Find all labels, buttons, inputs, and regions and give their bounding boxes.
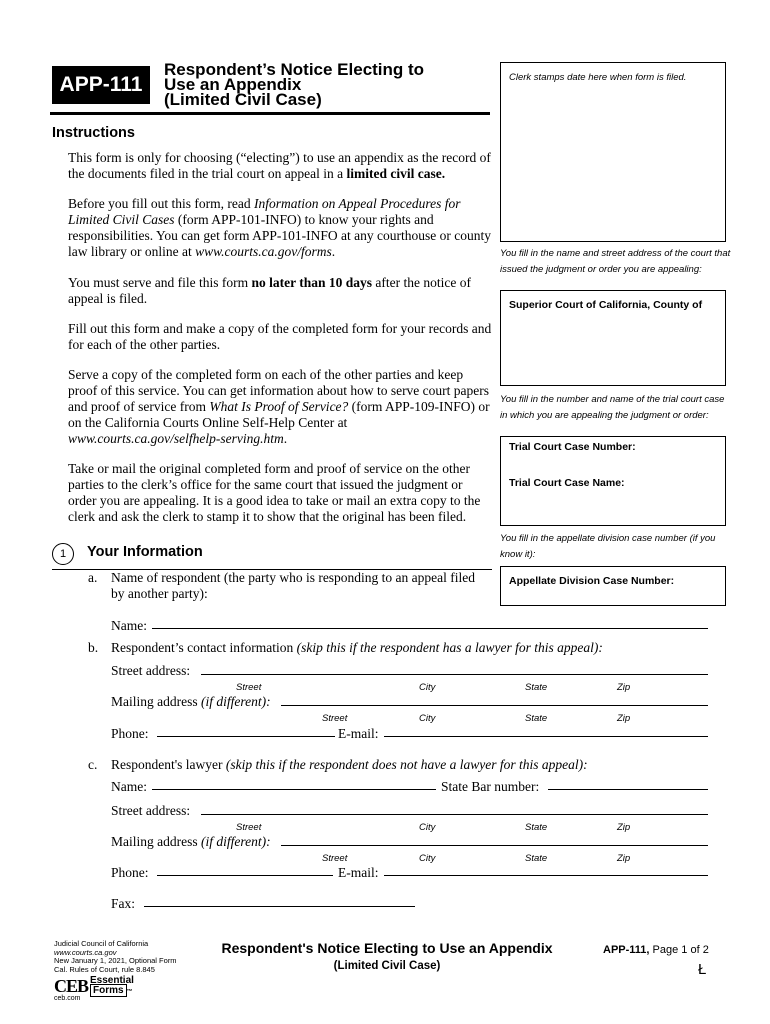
respondent-email-label: E-mail: [338,726,379,741]
lawyer-mailing-label: Mailing address (if different): [111,834,271,849]
respondent-email-input[interactable] [384,736,708,737]
street-sublabel: Street [322,713,348,724]
city-sublabel: City [419,682,436,693]
respondent-mailing-input[interactable] [281,705,708,706]
city-sublabel: City [419,853,436,864]
respondent-street-label: Street address: [111,663,191,678]
street-sublabel: Street [236,822,262,833]
instructions-paragraph-3: You must serve and file this form no later than 10 days after the notice of appeal is filed. [68,275,471,306]
lawyer-email-input[interactable] [384,875,708,876]
trial-court-hint: You fill in the number and name of the trial court case in which you are appealing the judgment or order: [500,394,725,421]
footer-date: New January 1, 2021, Optional Form [54,956,177,965]
footer-subtitle: (Limited Civil Case) [333,960,441,972]
trial-case-name-label: Trial Court Case Name: [509,477,625,489]
item-c-marker: c. [88,757,98,772]
court-name-field[interactable] [500,290,726,386]
item-b-text: Respondent’s contact information (skip this if the respondent has a lawyer for this appeal): [111,640,603,655]
footer-center [200,940,574,972]
footer-council: Judicial Council of California [54,939,149,948]
lawyer-fax-input[interactable] [144,906,415,907]
trial-case-number-label: Trial Court Case Number: [509,441,636,453]
street-sublabel: Street [322,853,348,864]
lawyer-street-label: Street address: [111,803,191,818]
instructions-paragraph-6: Take or mail the original completed form and proof of service on the other parties to the clerk’s office for the same court that issued the judgment or order you are appealing. It is a good idea to take or mail an extra copy to the clerk and ask the clerk to stamp it to show that the original has been filed. [68,461,481,524]
respondent-mailing-label: Mailing address (if different): [111,694,271,709]
city-sublabel: City [419,713,436,724]
state-sublabel: State [525,713,548,724]
ceb-logo: CEB [54,976,89,996]
item-a-text-2: by another party): [111,586,208,601]
clerk-stamp-box[interactable] [500,62,726,242]
court-hint: You fill in the name and street address of the court that issued the judgment or order you are appealing: [500,248,731,275]
item-a-marker: a. [88,570,98,585]
state-sublabel: State [525,682,548,693]
ceb-logo-url: ceb.com [54,995,81,1002]
item-a-text-1: Name of respondent (the party who is responding to an appeal filed [111,570,476,585]
footer-title: Respondent's Notice Electing to Use an Appendix [221,940,553,956]
zip-sublabel: Zip [617,822,631,833]
instructions-paragraph-1: This form is only for choosing (“electing”) to use an appendix as the record of the documents filed in the trial court on appeal in a limited civil case. [68,150,491,181]
form-id-box [52,66,150,104]
city-sublabel: City [419,822,436,833]
respondent-name-label: Name: [111,618,147,633]
state-bar-label: State Bar number: [441,779,540,794]
section-title: Your Information [87,544,203,560]
essential-forms-logo: Essential Forms ™ [90,975,134,996]
appellate-case-number-label: Appellate Division Case Number: [509,575,675,587]
state-bar-input[interactable] [548,789,708,790]
lawyer-phone-label: Phone: [111,865,149,880]
header-rule [50,112,490,115]
respondent-phone-label: Phone: [111,726,149,741]
instructions-paragraph-5: Serve a copy of the completed form on each of the other parties and keep proof of this service. You can get information about how to serve court papers and proof of service from What Is Proof of Service? (form APP-109-INFO) or on the California Courts Online Self-Help Center at www.courts.ca.gov/selfhelp-serving.htm. [68,367,490,446]
footer-website: www.courts.ca.gov [54,947,117,957]
lawyer-name-label: Name: [111,779,147,794]
item-c-text: Respondent's lawyer (skip this if the respondent does not have a lawyer for this appeal): [111,757,588,772]
respondent-phone-input[interactable] [157,736,335,737]
appellate-case-number-field[interactable] [500,566,726,606]
footer-glyph: Ł [698,961,707,978]
lawyer-mailing-input[interactable] [281,845,708,846]
lawyer-name-input[interactable] [152,789,436,790]
form-id: APP-111 [59,73,143,96]
lawyer-street-input[interactable] [201,814,708,815]
respondent-name-input[interactable] [152,628,708,629]
appellate-hint: You fill in the appellate division case number (if you know it): [500,533,716,560]
state-sublabel: State [525,853,548,864]
zip-sublabel: Zip [617,713,631,724]
lawyer-phone-input[interactable] [157,875,333,876]
state-sublabel: State [525,822,548,833]
lawyer-fax-label: Fax: [111,896,136,911]
footer-left [54,940,177,974]
form-title: Respondent’s Notice Electing to Use an Appendix (Limited Civil Case) [164,60,425,109]
zip-sublabel: Zip [617,682,631,693]
respondent-street-input[interactable] [201,674,708,675]
footer-rule: Cal. Rules of Court, rule 8.845 [54,964,155,974]
street-sublabel: Street [236,682,262,693]
footer-page-number: APP-111, Page 1 of 2 [603,944,709,956]
court-name-label: Superior Court of California, County of [509,299,703,311]
zip-sublabel: Zip [617,853,631,864]
instructions-paragraph-2: Before you fill out this form, read Information on Appeal Procedures for Limited Civil Cases (form APP-101-INFO) to know your rights and responsibilities. You can get form APP-101-INFO at any courthouse or county law library or online at www.courts.ca.gov/forms. [68,196,491,259]
clerk-stamp-hint: Clerk stamps date here when form is filed. [509,72,687,83]
lawyer-email-label: E-mail: [338,865,379,880]
item-b-marker: b. [88,640,99,655]
instructions-paragraph-4: Fill out this form and make a copy of the completed form for your records and for each of the other parties. [68,321,492,352]
trial-court-case-box[interactable] [500,436,726,526]
section-number-badge: 1 [52,543,74,565]
instructions-title: Instructions [52,125,135,141]
